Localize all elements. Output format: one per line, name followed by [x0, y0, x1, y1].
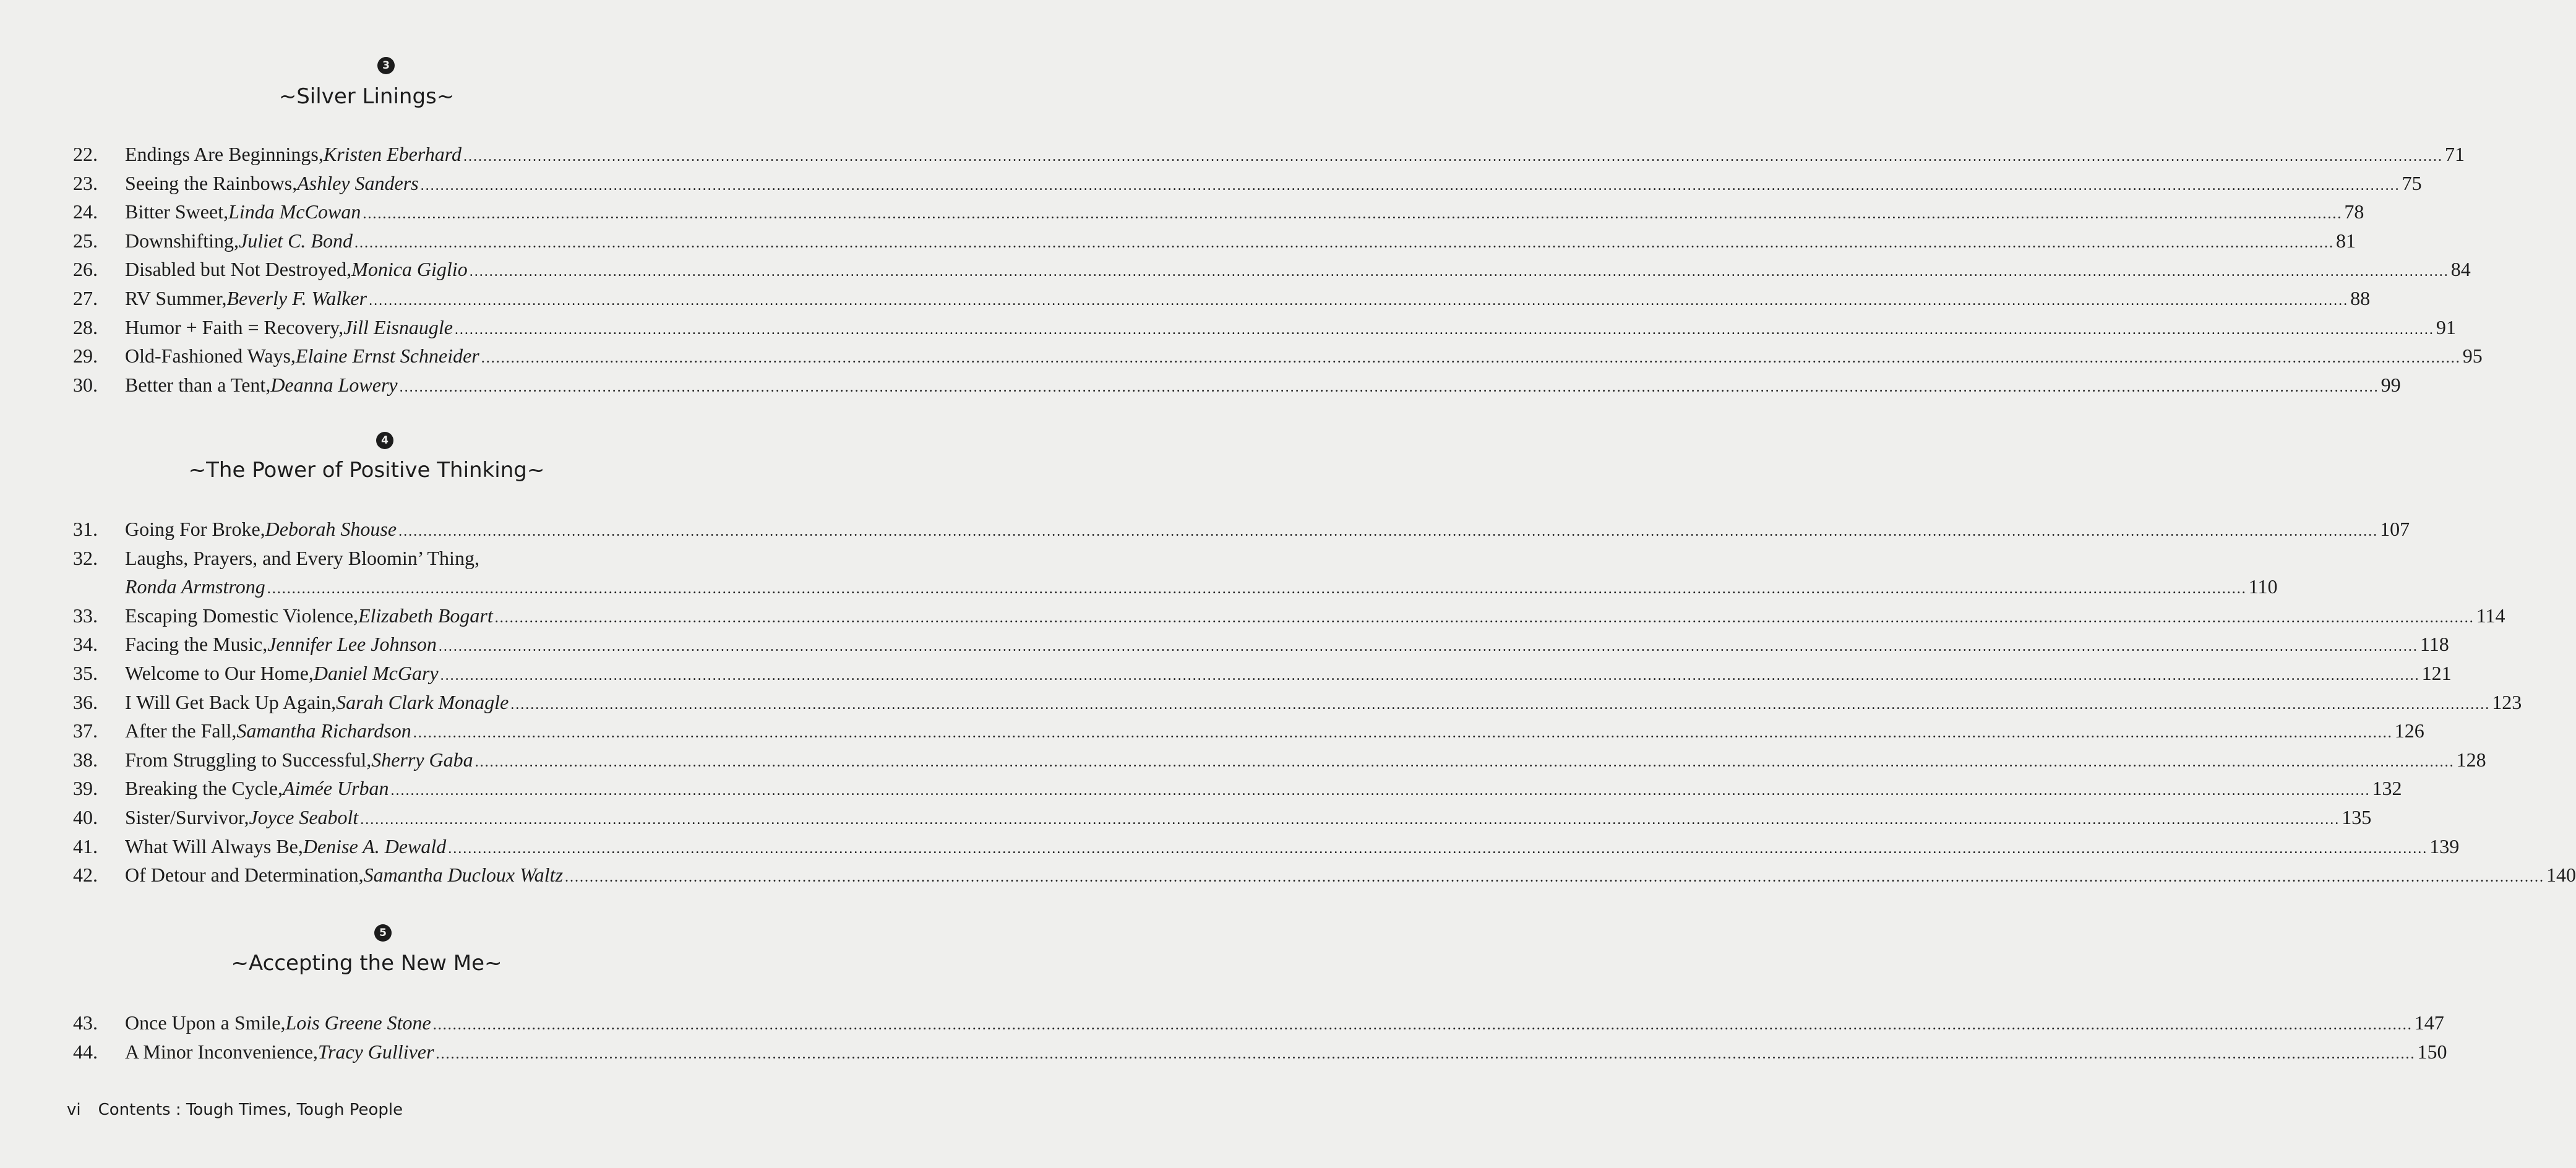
toc-entry — [0, 371, 2401, 400]
entry-page-number: 135 — [2342, 806, 2372, 828]
entry-page-number: 126 — [2394, 719, 2424, 742]
entry-page-number: 81 — [2335, 229, 2356, 252]
entry-number: 22. — [73, 143, 98, 165]
entry-page-number: 84 — [2450, 258, 2471, 281]
toc-entry — [0, 601, 2505, 630]
entry-author: Sarah Clark Monagle — [336, 690, 509, 713]
entry-author: Sherry Gaba — [371, 748, 473, 771]
section-number-badge: 5 — [374, 924, 392, 942]
entry-title: Old-Fashioned Ways, — [125, 345, 296, 367]
entry-line — [125, 688, 2522, 719]
entry-line — [125, 371, 2401, 402]
entry-page-number: 71 — [2445, 143, 2465, 165]
entry-number: 29. — [73, 345, 98, 367]
entry-number: 34. — [73, 633, 98, 656]
entry-page-number: 139 — [2429, 835, 2460, 857]
dot-leader: ................................................................................................................................................................................................................................................................................................................................................................................................................ — [369, 293, 2349, 309]
entry-title: Downshifting, — [125, 229, 239, 252]
dot-leader: ................................................................................................................................................................................................................................................................................................................................................................................................................ — [420, 177, 2400, 194]
entry-number: 37. — [73, 719, 98, 742]
entry-line — [125, 630, 2449, 661]
entry-author: Beverly F. Walker — [226, 287, 367, 309]
entry-page-number: 118 — [2419, 633, 2449, 656]
toc-entry — [0, 630, 2449, 659]
entry-page-number: 132 — [2372, 777, 2402, 800]
toc-entry — [0, 313, 2456, 342]
entry-line — [125, 284, 2371, 316]
dot-leader: ................................................................................................................................................................................................................................................................................................................................................................................................................ — [463, 148, 2443, 165]
toc-entry — [0, 774, 2402, 803]
entry-title: Bitter Sweet, — [125, 200, 229, 223]
entry-line — [125, 341, 2483, 373]
entry-title: A Minor Inconvenience, — [125, 1040, 318, 1063]
toc-entry — [0, 197, 2364, 226]
entry-number: 43. — [73, 1011, 98, 1034]
entry-title: Going For Broke, — [125, 518, 265, 540]
dot-leader: ................................................................................................................................................................................................................................................................................................................................................................................................................ — [399, 379, 2379, 395]
dot-leader: ................................................................................................................................................................................................................................................................................................................................................................................................................ — [510, 696, 2491, 713]
entry-title: Better than a Tent, — [125, 373, 271, 396]
entry-number: 28. — [73, 316, 98, 338]
toc-entry — [0, 1037, 2447, 1067]
entry-author: Monica Giglio — [351, 258, 468, 281]
page-folio: vi — [67, 1101, 81, 1119]
entry-author: Juliet C. Bond — [239, 229, 353, 252]
entry-title: Welcome to Our Home, — [125, 662, 314, 684]
entry-author: Joyce Seabolt — [249, 806, 359, 828]
entry-author: Tracy Gulliver — [317, 1040, 434, 1063]
toc-entry — [0, 284, 2371, 313]
entry-author: Ronda Armstrong — [125, 575, 265, 598]
entry-number: 31. — [73, 518, 98, 540]
toc-entry — [0, 1008, 2444, 1037]
dot-leader: ................................................................................................................................................................................................................................................................................................................................................................................................................ — [360, 812, 2340, 828]
entry-number: 23. — [73, 171, 98, 194]
entry-title: Humor + Faith = Recovery, — [125, 316, 344, 338]
entry-title: Sister/Survivor, — [125, 806, 249, 828]
dot-leader: ................................................................................................................................................................................................................................................................................................................................................................................................................ — [398, 523, 2379, 539]
entry-number: 27. — [73, 287, 98, 309]
dot-leader: ................................................................................................................................................................................................................................................................................................................................................................................................................ — [354, 234, 2334, 251]
entry-title: Laughs, Prayers, and Every Bloomin’ Thing, — [125, 546, 479, 569]
entry-author: Elaine Ernst Schneider — [295, 345, 479, 367]
toc-entry — [0, 688, 2522, 717]
entry-number: 24. — [73, 200, 98, 223]
toc-entry — [0, 832, 2460, 861]
dot-leader: ................................................................................................................................................................................................................................................................................................................................................................................................................ — [494, 609, 2475, 626]
entry-author: Samantha Richardson — [236, 719, 411, 742]
entry-line — [125, 313, 2456, 345]
entry-page-number: 114 — [2476, 604, 2505, 627]
entry-line — [125, 803, 2372, 835]
toc-entry — [0, 226, 2356, 256]
section-number-badge: 4 — [376, 432, 393, 449]
entry-title: I Will Get Back Up Again, — [125, 690, 337, 713]
entry-title: Of Detour and Determination, — [125, 864, 364, 887]
entry-page-number: 99 — [2381, 373, 2401, 396]
toc-entry — [0, 659, 2452, 688]
entry-line — [125, 1037, 2447, 1069]
entry-number: 26. — [73, 258, 98, 281]
entry-page-number: 91 — [2436, 316, 2456, 338]
entry-page-number: 88 — [2350, 287, 2371, 309]
entry-line — [125, 197, 2364, 229]
entry-title: Breaking the Cycle, — [125, 777, 283, 800]
dot-leader: ................................................................................................................................................................................................................................................................................................................................................................................................................ — [469, 264, 2449, 280]
dot-leader: ................................................................................................................................................................................................................................................................................................................................................................................................................ — [432, 1017, 2413, 1033]
entry-line — [125, 169, 2422, 200]
entry-page-number: 150 — [2417, 1040, 2447, 1063]
toc-entry — [0, 255, 2471, 284]
entry-page-number: 95 — [2462, 345, 2483, 367]
entry-title: Once Upon a Smile, — [125, 1011, 286, 1034]
entry-line — [125, 515, 2410, 546]
entry-number: 44. — [73, 1040, 98, 1063]
page-footer — [67, 1099, 403, 1121]
entry-number: 36. — [73, 690, 98, 713]
section-number-badge: 3 — [377, 57, 395, 74]
entry-line — [125, 716, 2424, 748]
entry-title: After the Fall, — [125, 719, 237, 742]
entry-author: Jill Eisnaugle — [343, 316, 453, 338]
entry-title: What Will Always Be, — [125, 835, 303, 857]
entry-line — [125, 226, 2356, 258]
entry-title: Escaping Domestic Violence, — [125, 604, 358, 627]
section-title: ~Accepting the New Me~ — [231, 951, 502, 976]
entry-number: 33. — [73, 604, 98, 627]
entry-page-number: 123 — [2492, 690, 2522, 713]
entry-number: 30. — [73, 373, 98, 396]
dot-leader: ................................................................................................................................................................................................................................................................................................................................................................................................................ — [413, 725, 2393, 742]
dot-leader: ................................................................................................................................................................................................................................................................................................................................................................................................................ — [474, 754, 2455, 770]
entry-page-number: 110 — [2248, 575, 2278, 598]
entry-number: 42. — [73, 864, 98, 887]
entry-page-number: 140 — [2546, 864, 2576, 887]
entry-number: 35. — [73, 662, 98, 684]
dot-leader: ................................................................................................................................................................................................................................................................................................................................................................................................................ — [481, 350, 2461, 367]
dot-leader: ................................................................................................................................................................................................................................................................................................................................................................................................................ — [440, 668, 2420, 684]
entry-title: Disabled but Not Destroyed, — [125, 258, 352, 281]
entry-line — [125, 745, 2486, 777]
dot-leader: ................................................................................................................................................................................................................................................................................................................................................................................................................ — [390, 783, 2371, 799]
entry-line — [125, 832, 2460, 864]
section-title: ~The Power of Positive Thinking~ — [188, 458, 545, 483]
dot-leader: ................................................................................................................................................................................................................................................................................................................................................................................................................ — [454, 321, 2434, 338]
entry-title: From Struggling to Successful, — [125, 748, 372, 771]
dot-leader: ................................................................................................................................................................................................................................................................................................................................................................................................................ — [363, 206, 2343, 223]
entry-page-number: 107 — [2380, 518, 2410, 540]
entry-line — [125, 140, 2465, 171]
entry-author: Elizabeth Bogart — [358, 604, 493, 627]
entry-line — [125, 572, 2278, 604]
entry-title: Endings Are Beginnings, — [125, 143, 324, 165]
toc-entry — [0, 169, 2422, 198]
toc-entry — [0, 341, 2483, 371]
entry-page-number: 128 — [2456, 748, 2486, 771]
dot-leader: ................................................................................................................................................................................................................................................................................................................................................................................................................ — [436, 1046, 2416, 1062]
entry-page-number: 75 — [2402, 171, 2422, 194]
entry-page-number: 78 — [2344, 200, 2364, 223]
entry-author: Jennifer Lee Johnson — [267, 633, 437, 656]
entry-line — [125, 659, 2452, 690]
entry-author: Lois Greene Stone — [285, 1011, 431, 1034]
running-head: Contents : Tough Times, Tough People — [98, 1101, 403, 1119]
dot-leader: ................................................................................................................................................................................................................................................................................................................................................................................................................ — [565, 869, 2545, 886]
entry-author: Daniel McGary — [313, 662, 439, 684]
entry-author: Samantha Ducloux Waltz — [363, 864, 564, 887]
toc-entry — [0, 140, 2465, 169]
toc-entry — [0, 803, 2372, 832]
entry-line — [125, 255, 2471, 286]
entry-line — [125, 861, 2576, 892]
toc-entry — [0, 716, 2424, 745]
entry-author: Deanna Lowery — [270, 373, 398, 396]
toc-entry — [0, 745, 2486, 775]
entry-number: 25. — [73, 229, 98, 252]
entry-author: Kristen Eberhard — [323, 143, 462, 165]
entry-line — [125, 1008, 2444, 1040]
toc-entry — [0, 861, 2576, 890]
entry-number: 32. — [73, 546, 98, 569]
toc-entry — [0, 544, 2278, 601]
dot-leader: ................................................................................................................................................................................................................................................................................................................................................................................................................ — [267, 581, 2247, 598]
dot-leader: ................................................................................................................................................................................................................................................................................................................................................................................................................ — [438, 638, 2418, 655]
entry-author: Aimée Urban — [283, 777, 389, 800]
entry-author: Ashley Sanders — [297, 171, 419, 194]
entry-title: Facing the Music, — [125, 633, 268, 656]
entry-author: Denise A. Dewald — [303, 835, 447, 857]
entry-number: 38. — [73, 748, 98, 771]
entry-number: 40. — [73, 806, 98, 828]
dot-leader: ................................................................................................................................................................................................................................................................................................................................................................................................................ — [448, 840, 2428, 857]
section-title: ~Silver Linings~ — [278, 84, 455, 109]
entry-line — [125, 774, 2402, 805]
toc-entry — [0, 515, 2410, 544]
entry-line — [125, 601, 2505, 633]
entry-page-number: 147 — [2414, 1011, 2444, 1034]
entry-author: Linda McCowan — [228, 200, 361, 223]
entry-title: Seeing the Rainbows, — [125, 171, 298, 194]
entry-number: 41. — [73, 835, 98, 857]
entry-page-number: 121 — [2421, 662, 2452, 684]
entry-number: 39. — [73, 777, 98, 800]
entry-author: Deborah Shouse — [265, 518, 397, 540]
entry-title: RV Summer, — [125, 287, 227, 309]
